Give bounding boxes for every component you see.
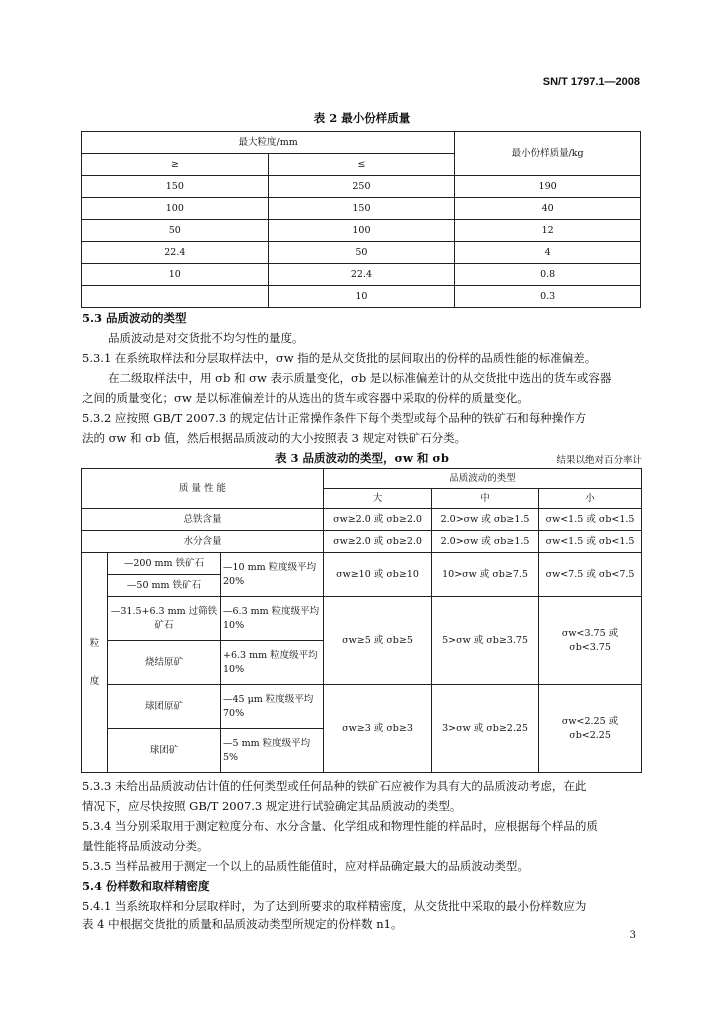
t2-cell: 10 xyxy=(82,264,269,286)
t2-header-size: 最大粒度/mm xyxy=(82,132,455,154)
t2-header-mass: 最小份样质量/kg xyxy=(455,132,641,176)
t2-cell: 50 xyxy=(268,242,455,264)
t3-size-class: —10 mm 粒度级平均 20% xyxy=(221,553,324,597)
t2-cell: 4 xyxy=(455,242,641,264)
t2-cell: 100 xyxy=(82,198,269,220)
t3-ore-label: 球团矿 xyxy=(108,729,221,773)
t3-cell: σw<3.75 或 σb<3.75 xyxy=(539,597,642,685)
t2-cell: 0.8 xyxy=(455,264,641,286)
t3-cell: 2.0>σw 或 σb≥1.5 xyxy=(432,531,539,553)
t3-ore-label: 球团原矿 xyxy=(108,685,221,729)
t3-header-prop: 质 量 性 能 xyxy=(82,469,324,509)
section-5-3-2-line1: 5.3.2 应按照 GB/T 2007.3 的规定估计正常操作条件下每个类型或每个品种的铁矿石和每种操作方 xyxy=(82,411,587,425)
t2-header-ge: ≥ xyxy=(82,154,269,176)
t3-size-label xyxy=(82,553,108,773)
t3-size-class: —5 mm 粒度级平均 5% xyxy=(221,729,324,773)
section-5-4-title: 5.4 份样数和取样精密度 xyxy=(82,879,210,893)
t3-header-type: 品质波动的类型 xyxy=(324,469,642,489)
t3-cell: σw<1.5 或 σb<1.5 xyxy=(539,531,642,553)
t3-cell: σw≥2.0 或 σb≥2.0 xyxy=(324,531,432,553)
t3-size-class: +6.3 mm 粒度级平均 10% xyxy=(221,641,324,685)
t2-cell: 150 xyxy=(82,176,269,198)
t3-cell: 5>σw 或 σb≥3.75 xyxy=(432,597,539,685)
t3-cell: σw≥3 或 σb≥3 xyxy=(324,685,432,773)
t2-cell: 40 xyxy=(455,198,641,220)
t3-cell: σw≥10 或 σb≥10 xyxy=(324,553,432,597)
section-5-3-1-line2: 在二级取样法中，用 σb 和 σw 表示质量变化，σb 是以标准偏差计的从交货批中选出的货车或容器 xyxy=(108,371,612,385)
t3-size-char-1: 粒 xyxy=(89,637,100,649)
table2-caption: 表 2 最小份样质量 xyxy=(313,111,411,125)
t2-cell: 50 xyxy=(82,220,269,242)
t2-header-le: ≤ xyxy=(268,154,455,176)
section-5-3-title: 5.3 品质波动的类型 xyxy=(82,311,187,325)
t2-cell: 100 xyxy=(268,220,455,242)
t3-size-class: —6.3 mm 粒度级平均 10% xyxy=(221,597,324,641)
t2-cell: 12 xyxy=(455,220,641,242)
t3-size-char-2: 度 xyxy=(89,675,100,687)
t3-header-mid: 中 xyxy=(432,489,539,509)
section-5-3-body: 品质波动是对交货批不均匀性的量度。 xyxy=(108,331,304,345)
t3-size-class: —45 μm 粒度级平均 70% xyxy=(221,685,324,729)
t2-cell xyxy=(82,286,269,308)
section-5-4-1-line2: 表 4 中根据交货批的质量和品质波动类型所规定的份样数 n1。 xyxy=(82,917,403,931)
section-5-3-4-line2: 量性能将品质波动分类。 xyxy=(82,839,209,853)
t2-cell: 22.4 xyxy=(268,264,455,286)
table3-caption: 表 3 品质波动的类型，σw 和 σb xyxy=(275,451,449,465)
section-5-3-3-line1: 5.3.3 未给出品质波动估计值的任何类型或任何品种的铁矿石应被作为具有大的品质波动考虑，在此 xyxy=(82,779,587,793)
page-number: 3 xyxy=(629,930,636,941)
t3-ore-label: —50 mm 铁矿石 xyxy=(108,575,221,597)
t3-header-large: 大 xyxy=(324,489,432,509)
t3-header-small: 小 xyxy=(539,489,642,509)
table3 xyxy=(81,468,642,773)
section-5-3-1-line1: 5.3.1 在系统取样法和分层取样法中，σw 指的是从交货批的层间取出的份样的品质性能的标准偏差。 xyxy=(82,351,597,365)
t3-ore-label: —31.5+6.3 mm 过筛铁矿石 xyxy=(108,597,221,641)
table2 xyxy=(81,131,641,308)
t3-cell: 10>σw 或 σb≥7.5 xyxy=(432,553,539,597)
section-5-3-2-line2: 法的 σw 和 σb 值，然后根据品质波动的大小按照表 3 规定对铁矿石分类。 xyxy=(82,431,467,445)
t2-cell: 0.3 xyxy=(455,286,641,308)
t3-fe-label: 总铁含量 xyxy=(82,509,324,531)
section-5-3-4-line1: 5.3.4 当分别采取用于测定粒度分布、水分含量、化学组成和物理性能的样品时，应根据每个样品的质 xyxy=(82,819,598,833)
table3-note: 结果以绝对百分率计 xyxy=(556,455,642,466)
t3-moist-label: 水分含量 xyxy=(82,531,324,553)
standard-code: SN/T 1797.1—2008 xyxy=(542,76,640,88)
t3-ore-label: 烧结原矿 xyxy=(108,641,221,685)
section-5-3-5-line1: 5.3.5 当样品被用于测定一个以上的品质性能值时，应对样品确定最大的品质波动类型。 xyxy=(82,859,529,873)
t2-cell: 10 xyxy=(268,286,455,308)
section-5-3-1-line3: 之间的质量变化；σw 是以标准偏差计的从选出的货车或容器中采取的份样的质量变化。 xyxy=(82,391,529,405)
t2-cell: 22.4 xyxy=(82,242,269,264)
t3-cell: 2.0>σw 或 σb≥1.5 xyxy=(432,509,539,531)
t3-cell: σw<1.5 或 σb<1.5 xyxy=(539,509,642,531)
section-5-3-3-line2: 情况下，应尽快按照 GB/T 2007.3 规定进行试验确定其品质波动的类型。 xyxy=(82,799,462,813)
t3-cell: σw≥5 或 σb≥5 xyxy=(324,597,432,685)
t2-cell: 250 xyxy=(268,176,455,198)
t2-cell: 150 xyxy=(268,198,455,220)
t3-ore-label: —200 mm 铁矿石 xyxy=(108,553,221,575)
t3-cell: σw≥2.0 或 σb≥2.0 xyxy=(324,509,432,531)
t3-cell: σw<7.5 或 σb<7.5 xyxy=(539,553,642,597)
section-5-4-1-line1: 5.4.1 当系统取样和分层取样时，为了达到所要求的取样精密度，从交货批中采取的最小份样数应为 xyxy=(82,899,587,913)
t2-cell: 190 xyxy=(455,176,641,198)
t3-cell: 3>σw 或 σb≥2.25 xyxy=(432,685,539,773)
t3-cell: σw<2.25 或 σb<2.25 xyxy=(539,685,642,773)
